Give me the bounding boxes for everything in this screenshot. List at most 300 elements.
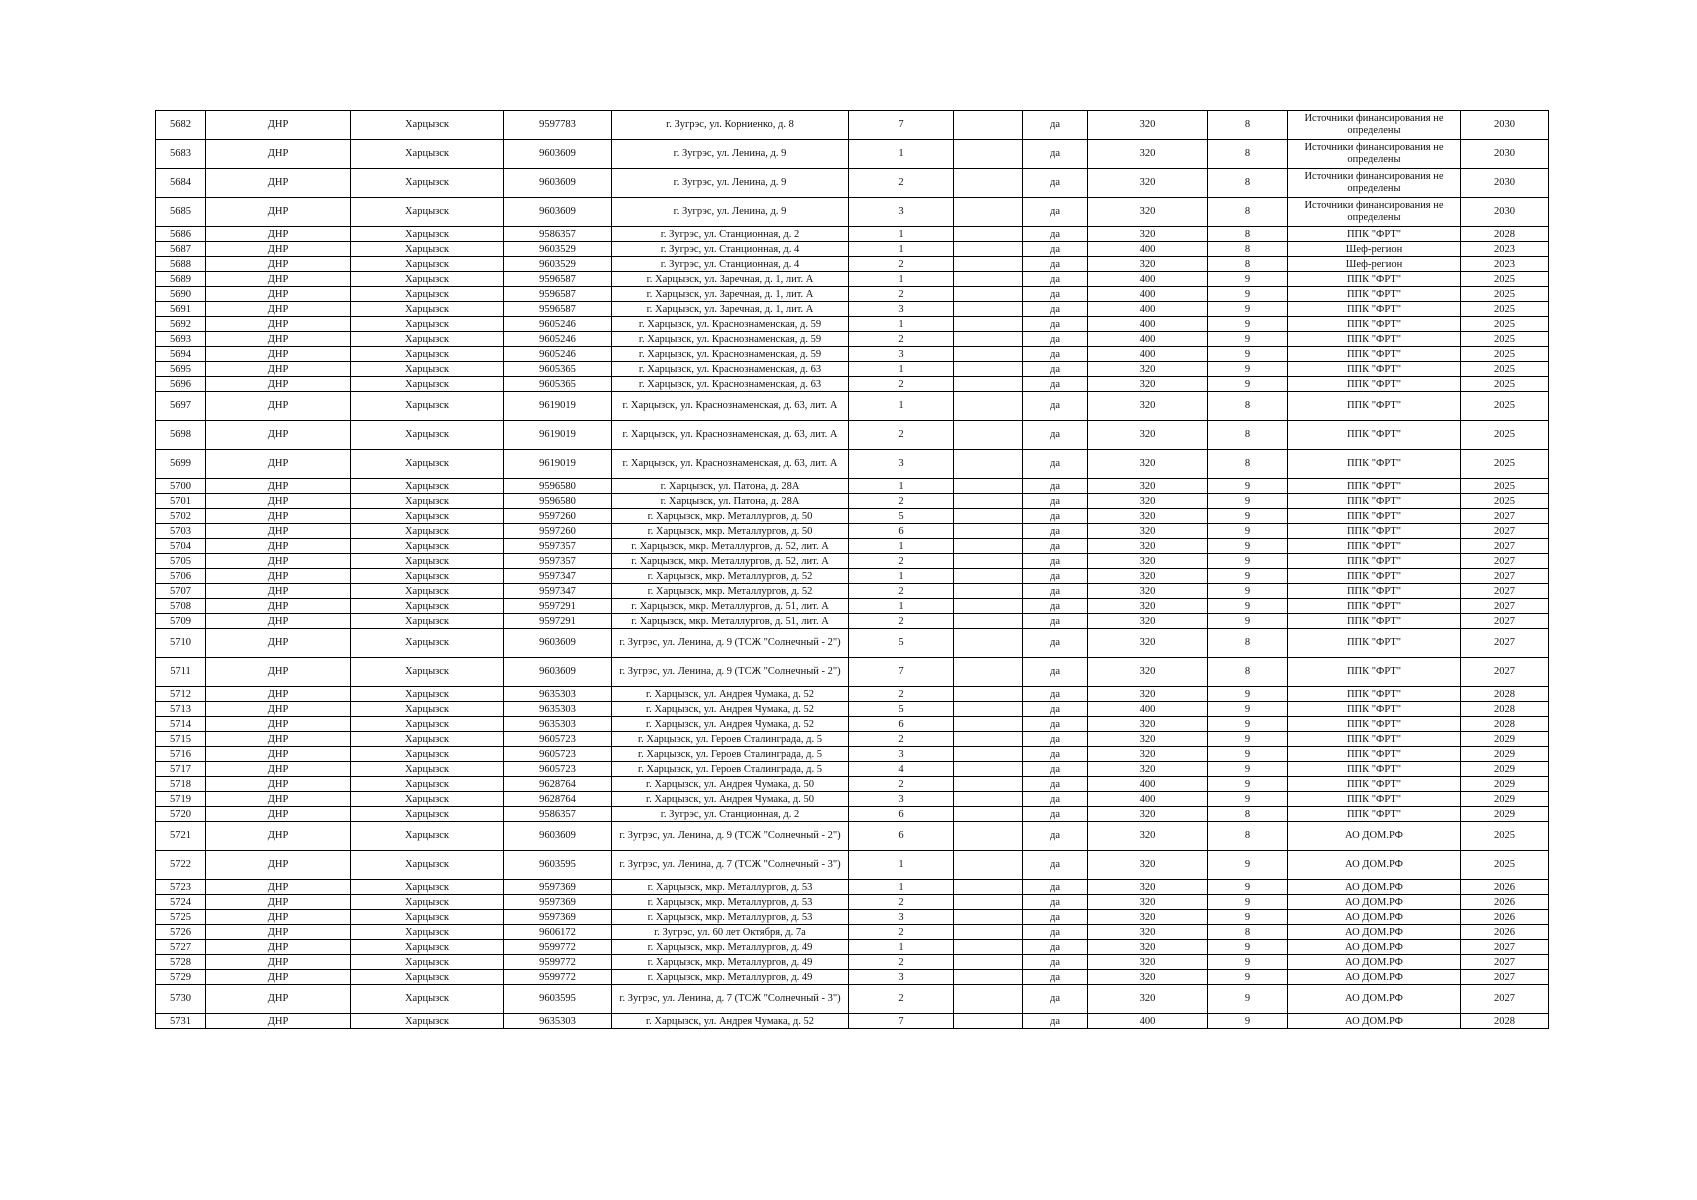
- flag-cell: да: [1023, 242, 1088, 257]
- funding-source-cell: ППК "ФРТ": [1288, 584, 1461, 599]
- table-row: [156, 658, 1549, 687]
- table-row: [156, 717, 1549, 732]
- empty-cell: [954, 347, 1023, 362]
- house-id-cell: 9628764: [504, 792, 612, 807]
- funding-source-cell: Шеф-регион: [1288, 242, 1461, 257]
- year-cell: 2026: [1461, 925, 1549, 940]
- capacity-cell: 400: [1088, 1014, 1208, 1029]
- flag-cell: да: [1023, 687, 1088, 702]
- empty-cell: [954, 940, 1023, 955]
- city-cell: Харцызск: [351, 227, 504, 242]
- floors-cell: 9: [1208, 777, 1288, 792]
- address-cell: г. Харцызск, ул. Патона, д. 28А: [612, 479, 849, 494]
- year-cell: 2030: [1461, 169, 1549, 198]
- empty-cell: [954, 539, 1023, 554]
- entrance-cell: 2: [849, 777, 954, 792]
- table-row: [156, 257, 1549, 272]
- floors-cell: 8: [1208, 257, 1288, 272]
- region-cell: ДНР: [206, 732, 351, 747]
- table-row: [156, 140, 1549, 169]
- row-number-cell: 5703: [156, 524, 206, 539]
- empty-cell: [954, 421, 1023, 450]
- flag-cell: да: [1023, 332, 1088, 347]
- flag-cell: да: [1023, 569, 1088, 584]
- address-cell: г. Харцызск, ул. Андрея Чумака, д. 50: [612, 792, 849, 807]
- entrance-cell: 3: [849, 302, 954, 317]
- row-number-cell: 5693: [156, 332, 206, 347]
- funding-source-cell: ППК "ФРТ": [1288, 554, 1461, 569]
- city-cell: Харцызск: [351, 925, 504, 940]
- entrance-cell: 1: [849, 317, 954, 332]
- funding-source-cell: ППК "ФРТ": [1288, 479, 1461, 494]
- capacity-cell: 320: [1088, 762, 1208, 777]
- flag-cell: да: [1023, 777, 1088, 792]
- funding-source-cell: ППК "ФРТ": [1288, 524, 1461, 539]
- capacity-cell: 400: [1088, 332, 1208, 347]
- flag-cell: да: [1023, 257, 1088, 272]
- city-cell: Харцызск: [351, 599, 504, 614]
- row-number-cell: 5692: [156, 317, 206, 332]
- table-row: [156, 985, 1549, 1014]
- flag-cell: да: [1023, 479, 1088, 494]
- city-cell: Харцызск: [351, 524, 504, 539]
- city-cell: Харцызск: [351, 169, 504, 198]
- address-cell: г. Харцызск, ул. Героев Сталинграда, д. 5: [612, 747, 849, 762]
- row-number-cell: 5699: [156, 450, 206, 479]
- floors-cell: 8: [1208, 140, 1288, 169]
- table-row: [156, 198, 1549, 227]
- capacity-cell: 320: [1088, 392, 1208, 421]
- year-cell: 2028: [1461, 1014, 1549, 1029]
- table-row: [156, 970, 1549, 985]
- flag-cell: да: [1023, 658, 1088, 687]
- table-row: [156, 910, 1549, 925]
- city-cell: Харцызск: [351, 198, 504, 227]
- year-cell: 2028: [1461, 717, 1549, 732]
- entrance-cell: 2: [849, 895, 954, 910]
- year-cell: 2027: [1461, 554, 1549, 569]
- house-id-cell: 9586357: [504, 807, 612, 822]
- capacity-cell: 320: [1088, 169, 1208, 198]
- entrance-cell: 2: [849, 732, 954, 747]
- row-number-cell: 5687: [156, 242, 206, 257]
- region-cell: ДНР: [206, 302, 351, 317]
- house-id-cell: 9619019: [504, 450, 612, 479]
- floors-cell: 9: [1208, 895, 1288, 910]
- floors-cell: 9: [1208, 970, 1288, 985]
- house-id-cell: 9597260: [504, 524, 612, 539]
- address-cell: г. Зугрэс, ул. Ленина, д. 9 (ТСЖ "Солнечный - 2"): [612, 629, 849, 658]
- funding-source-cell: ППК "ФРТ": [1288, 347, 1461, 362]
- year-cell: 2025: [1461, 347, 1549, 362]
- capacity-cell: 320: [1088, 717, 1208, 732]
- flag-cell: да: [1023, 377, 1088, 392]
- region-cell: ДНР: [206, 421, 351, 450]
- year-cell: 2027: [1461, 584, 1549, 599]
- funding-source-cell: АО ДОМ.РФ: [1288, 940, 1461, 955]
- city-cell: Харцызск: [351, 940, 504, 955]
- flag-cell: да: [1023, 955, 1088, 970]
- year-cell: 2027: [1461, 569, 1549, 584]
- house-id-cell: 9596587: [504, 272, 612, 287]
- address-cell: г. Харцызск, мкр. Металлургов, д. 50: [612, 509, 849, 524]
- region-cell: ДНР: [206, 450, 351, 479]
- year-cell: 2029: [1461, 807, 1549, 822]
- table-row: [156, 479, 1549, 494]
- table-row: [156, 584, 1549, 599]
- address-cell: г. Харцызск, мкр. Металлургов, д. 52: [612, 584, 849, 599]
- capacity-cell: 400: [1088, 287, 1208, 302]
- funding-source-cell: АО ДОМ.РФ: [1288, 985, 1461, 1014]
- region-cell: ДНР: [206, 362, 351, 377]
- region-cell: ДНР: [206, 287, 351, 302]
- capacity-cell: 320: [1088, 970, 1208, 985]
- flag-cell: да: [1023, 392, 1088, 421]
- capacity-cell: 320: [1088, 198, 1208, 227]
- floors-cell: 9: [1208, 985, 1288, 1014]
- floors-cell: 9: [1208, 940, 1288, 955]
- house-id-cell: 9596587: [504, 302, 612, 317]
- funding-source-cell: ППК "ФРТ": [1288, 227, 1461, 242]
- year-cell: 2023: [1461, 242, 1549, 257]
- house-id-cell: 9597291: [504, 599, 612, 614]
- region-cell: ДНР: [206, 198, 351, 227]
- empty-cell: [954, 807, 1023, 822]
- city-cell: Харцызск: [351, 539, 504, 554]
- floors-cell: 9: [1208, 554, 1288, 569]
- year-cell: 2029: [1461, 777, 1549, 792]
- flag-cell: да: [1023, 198, 1088, 227]
- house-id-cell: 9597783: [504, 111, 612, 140]
- table-row: [156, 421, 1549, 450]
- floors-cell: 9: [1208, 687, 1288, 702]
- region-cell: ДНР: [206, 807, 351, 822]
- house-id-cell: 9603609: [504, 140, 612, 169]
- floors-cell: 9: [1208, 584, 1288, 599]
- city-cell: Харцызск: [351, 629, 504, 658]
- year-cell: 2027: [1461, 614, 1549, 629]
- capacity-cell: 320: [1088, 494, 1208, 509]
- funding-source-cell: АО ДОМ.РФ: [1288, 895, 1461, 910]
- row-number-cell: 5716: [156, 747, 206, 762]
- floors-cell: 9: [1208, 302, 1288, 317]
- flag-cell: да: [1023, 985, 1088, 1014]
- entrance-cell: 3: [849, 910, 954, 925]
- capacity-cell: 320: [1088, 140, 1208, 169]
- city-cell: Харцызск: [351, 955, 504, 970]
- flag-cell: да: [1023, 614, 1088, 629]
- flag-cell: да: [1023, 702, 1088, 717]
- house-id-cell: 9597291: [504, 614, 612, 629]
- flag-cell: да: [1023, 554, 1088, 569]
- funding-source-cell: ППК "ФРТ": [1288, 392, 1461, 421]
- region-cell: ДНР: [206, 940, 351, 955]
- address-cell: г. Зугрэс, ул. Ленина, д. 9: [612, 140, 849, 169]
- capacity-cell: 320: [1088, 940, 1208, 955]
- capacity-cell: 400: [1088, 302, 1208, 317]
- house-id-cell: 9603529: [504, 242, 612, 257]
- year-cell: 2029: [1461, 732, 1549, 747]
- funding-source-cell: ППК "ФРТ": [1288, 494, 1461, 509]
- region-cell: ДНР: [206, 554, 351, 569]
- year-cell: 2025: [1461, 362, 1549, 377]
- empty-cell: [954, 450, 1023, 479]
- entrance-cell: 7: [849, 1014, 954, 1029]
- funding-source-cell: Шеф-регион: [1288, 257, 1461, 272]
- entrance-cell: 2: [849, 925, 954, 940]
- capacity-cell: 320: [1088, 629, 1208, 658]
- funding-source-cell: ППК "ФРТ": [1288, 450, 1461, 479]
- year-cell: 2030: [1461, 140, 1549, 169]
- capacity-cell: 320: [1088, 955, 1208, 970]
- entrance-cell: 1: [849, 392, 954, 421]
- floors-cell: 9: [1208, 479, 1288, 494]
- flag-cell: да: [1023, 762, 1088, 777]
- table-row: [156, 539, 1549, 554]
- row-number-cell: 5730: [156, 985, 206, 1014]
- floors-cell: 9: [1208, 377, 1288, 392]
- table-row: [156, 227, 1549, 242]
- region-cell: ДНР: [206, 762, 351, 777]
- region-cell: ДНР: [206, 658, 351, 687]
- house-id-cell: 9605723: [504, 762, 612, 777]
- year-cell: 2025: [1461, 332, 1549, 347]
- row-number-cell: 5708: [156, 599, 206, 614]
- house-id-cell: 9619019: [504, 421, 612, 450]
- floors-cell: 9: [1208, 509, 1288, 524]
- flag-cell: да: [1023, 940, 1088, 955]
- year-cell: 2030: [1461, 111, 1549, 140]
- address-cell: г. Харцызск, мкр. Металлургов, д. 53: [612, 880, 849, 895]
- address-cell: г. Зугрэс, ул. Ленина, д. 9 (ТСЖ "Солнечный - 2"): [612, 822, 849, 851]
- city-cell: Харцызск: [351, 111, 504, 140]
- floors-cell: 9: [1208, 762, 1288, 777]
- city-cell: Харцызск: [351, 569, 504, 584]
- city-cell: Харцызск: [351, 792, 504, 807]
- flag-cell: да: [1023, 584, 1088, 599]
- region-cell: ДНР: [206, 569, 351, 584]
- address-cell: г. Харцызск, мкр. Металлургов, д. 52: [612, 569, 849, 584]
- row-number-cell: 5705: [156, 554, 206, 569]
- region-cell: ДНР: [206, 851, 351, 880]
- address-cell: г. Харцызск, ул. Краснознаменская, д. 63, лит. А: [612, 421, 849, 450]
- funding-source-cell: ППК "ФРТ": [1288, 332, 1461, 347]
- address-cell: г. Харцызск, ул. Андрея Чумака, д. 52: [612, 687, 849, 702]
- house-id-cell: 9597260: [504, 509, 612, 524]
- house-id-cell: 9603609: [504, 629, 612, 658]
- city-cell: Харцызск: [351, 658, 504, 687]
- address-cell: г. Харцызск, мкр. Металлургов, д. 49: [612, 970, 849, 985]
- house-id-cell: 9635303: [504, 702, 612, 717]
- empty-cell: [954, 687, 1023, 702]
- year-cell: 2027: [1461, 940, 1549, 955]
- funding-source-cell: Источники финансирования не определены: [1288, 140, 1461, 169]
- row-number-cell: 5710: [156, 629, 206, 658]
- empty-cell: [954, 792, 1023, 807]
- empty-cell: [954, 392, 1023, 421]
- city-cell: Харцызск: [351, 762, 504, 777]
- table-row: [156, 629, 1549, 658]
- address-cell: г. Харцызск, ул. Краснознаменская, д. 63: [612, 362, 849, 377]
- empty-cell: [954, 377, 1023, 392]
- entrance-cell: 2: [849, 955, 954, 970]
- row-number-cell: 5711: [156, 658, 206, 687]
- address-cell: г. Харцызск, ул. Андрея Чумака, д. 52: [612, 702, 849, 717]
- funding-source-cell: АО ДОМ.РФ: [1288, 955, 1461, 970]
- house-id-cell: 9597369: [504, 895, 612, 910]
- capacity-cell: 320: [1088, 227, 1208, 242]
- address-cell: г. Зугрэс, ул. Ленина, д. 7 (ТСЖ "Солнечный - 3"): [612, 985, 849, 1014]
- year-cell: 2025: [1461, 317, 1549, 332]
- year-cell: 2027: [1461, 985, 1549, 1014]
- house-id-cell: 9597347: [504, 584, 612, 599]
- region-cell: ДНР: [206, 777, 351, 792]
- empty-cell: [954, 702, 1023, 717]
- flag-cell: да: [1023, 272, 1088, 287]
- flag-cell: да: [1023, 227, 1088, 242]
- capacity-cell: 320: [1088, 822, 1208, 851]
- empty-cell: [954, 895, 1023, 910]
- empty-cell: [954, 970, 1023, 985]
- floors-cell: 9: [1208, 732, 1288, 747]
- flag-cell: да: [1023, 599, 1088, 614]
- table-row: [156, 747, 1549, 762]
- address-cell: г. Зугрэс, ул. Станционная, д. 2: [612, 807, 849, 822]
- empty-cell: [954, 614, 1023, 629]
- entrance-cell: 1: [849, 880, 954, 895]
- table-row: [156, 569, 1549, 584]
- address-cell: г. Зугрэс, ул. Станционная, д. 2: [612, 227, 849, 242]
- entrance-cell: 6: [849, 822, 954, 851]
- year-cell: 2027: [1461, 955, 1549, 970]
- row-number-cell: 5724: [156, 895, 206, 910]
- floors-cell: 9: [1208, 332, 1288, 347]
- flag-cell: да: [1023, 880, 1088, 895]
- entrance-cell: 6: [849, 524, 954, 539]
- year-cell: 2027: [1461, 524, 1549, 539]
- capacity-cell: 400: [1088, 777, 1208, 792]
- floors-cell: 9: [1208, 614, 1288, 629]
- table-row: [156, 302, 1549, 317]
- city-cell: Харцызск: [351, 970, 504, 985]
- region-cell: ДНР: [206, 629, 351, 658]
- funding-source-cell: ППК "ФРТ": [1288, 732, 1461, 747]
- row-number-cell: 5691: [156, 302, 206, 317]
- empty-cell: [954, 747, 1023, 762]
- address-cell: г. Харцызск, мкр. Металлургов, д. 49: [612, 955, 849, 970]
- funding-source-cell: АО ДОМ.РФ: [1288, 880, 1461, 895]
- table-row: [156, 287, 1549, 302]
- address-cell: г. Харцызск, мкр. Металлургов, д. 53: [612, 895, 849, 910]
- region-cell: ДНР: [206, 317, 351, 332]
- region-cell: ДНР: [206, 717, 351, 732]
- year-cell: 2028: [1461, 687, 1549, 702]
- empty-cell: [954, 955, 1023, 970]
- house-id-cell: 9586357: [504, 227, 612, 242]
- capacity-cell: 320: [1088, 479, 1208, 494]
- floors-cell: 9: [1208, 910, 1288, 925]
- flag-cell: да: [1023, 347, 1088, 362]
- region-cell: ДНР: [206, 377, 351, 392]
- address-cell: г. Харцызск, ул. Андрея Чумака, д. 52: [612, 717, 849, 732]
- address-cell: г. Харцызск, ул. Андрея Чумака, д. 50: [612, 777, 849, 792]
- capacity-cell: 320: [1088, 524, 1208, 539]
- empty-cell: [954, 140, 1023, 169]
- capacity-cell: 320: [1088, 111, 1208, 140]
- house-id-cell: 9596580: [504, 479, 612, 494]
- row-number-cell: 5717: [156, 762, 206, 777]
- entrance-cell: 6: [849, 717, 954, 732]
- floors-cell: 8: [1208, 169, 1288, 198]
- floors-cell: 9: [1208, 287, 1288, 302]
- funding-source-cell: ППК "ФРТ": [1288, 599, 1461, 614]
- capacity-cell: 400: [1088, 242, 1208, 257]
- capacity-cell: 320: [1088, 614, 1208, 629]
- empty-cell: [954, 242, 1023, 257]
- entrance-cell: 1: [849, 362, 954, 377]
- region-cell: ДНР: [206, 955, 351, 970]
- row-number-cell: 5727: [156, 940, 206, 955]
- funding-source-cell: ППК "ФРТ": [1288, 747, 1461, 762]
- house-id-cell: 9603609: [504, 822, 612, 851]
- table-row: [156, 332, 1549, 347]
- city-cell: Харцызск: [351, 895, 504, 910]
- table-row: [156, 317, 1549, 332]
- capacity-cell: 320: [1088, 658, 1208, 687]
- region-cell: ДНР: [206, 524, 351, 539]
- table-row: [156, 599, 1549, 614]
- empty-cell: [954, 287, 1023, 302]
- row-number-cell: 5714: [156, 717, 206, 732]
- flag-cell: да: [1023, 732, 1088, 747]
- empty-cell: [954, 111, 1023, 140]
- empty-cell: [954, 198, 1023, 227]
- entrance-cell: 5: [849, 629, 954, 658]
- floors-cell: 9: [1208, 717, 1288, 732]
- table-row: [156, 524, 1549, 539]
- year-cell: 2023: [1461, 257, 1549, 272]
- house-id-cell: 9605246: [504, 347, 612, 362]
- capacity-cell: 320: [1088, 509, 1208, 524]
- entrance-cell: 1: [849, 479, 954, 494]
- entrance-cell: 2: [849, 494, 954, 509]
- row-number-cell: 5704: [156, 539, 206, 554]
- address-cell: г. Харцызск, мкр. Металлургов, д. 50: [612, 524, 849, 539]
- empty-cell: [954, 762, 1023, 777]
- address-cell: г. Харцызск, ул. Краснознаменская, д. 59: [612, 347, 849, 362]
- capacity-cell: 320: [1088, 747, 1208, 762]
- capacity-cell: 400: [1088, 347, 1208, 362]
- empty-cell: [954, 554, 1023, 569]
- funding-source-cell: Источники финансирования не определены: [1288, 169, 1461, 198]
- capacity-cell: 400: [1088, 317, 1208, 332]
- floors-cell: 9: [1208, 955, 1288, 970]
- city-cell: Харцызск: [351, 347, 504, 362]
- year-cell: 2026: [1461, 910, 1549, 925]
- data-table: [155, 110, 1549, 1029]
- house-id-cell: 9605365: [504, 377, 612, 392]
- address-cell: г. Харцызск, мкр. Металлургов, д. 51, лит. А: [612, 614, 849, 629]
- row-number-cell: 5719: [156, 792, 206, 807]
- floors-cell: 8: [1208, 658, 1288, 687]
- flag-cell: да: [1023, 1014, 1088, 1029]
- entrance-cell: 2: [849, 584, 954, 599]
- region-cell: ДНР: [206, 910, 351, 925]
- empty-cell: [954, 717, 1023, 732]
- capacity-cell: 320: [1088, 554, 1208, 569]
- row-number-cell: 5720: [156, 807, 206, 822]
- year-cell: 2025: [1461, 822, 1549, 851]
